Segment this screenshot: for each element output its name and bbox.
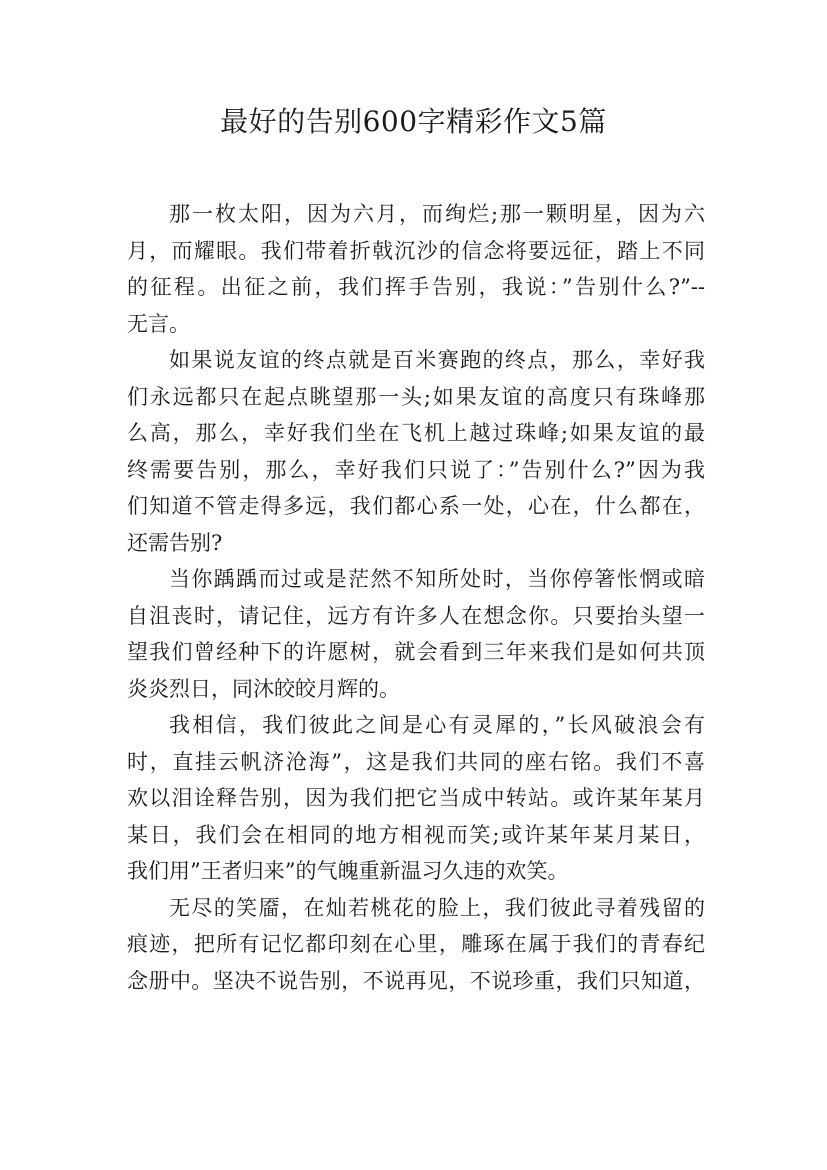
paragraph xyxy=(127,342,705,561)
paragraph-line: 如果说友谊的终点就是百米赛跑的终点，那么，幸好我 xyxy=(169,348,705,372)
paragraph-line: 月，而耀眼。我们带着折戟沉沙的信念将要远征，踏上不同 xyxy=(127,238,705,263)
paragraph-line: 那一枚太阳，因为六月，而绚烂;那一颗明星，因为六 xyxy=(169,202,705,226)
paragraph-line: 望我们曾经种下的许愿树，就会看到三年来我们是如何共顶 xyxy=(127,640,705,664)
paragraph-line: 时，直挂云帆济沧海”，这是我们共同的座右铭。我们不喜 xyxy=(127,749,705,774)
paragraph-line: 无言。 xyxy=(127,311,190,336)
paragraph xyxy=(127,707,705,890)
paragraph-line: 某日，我们会在相同的地方相视而笑;或许某年某月某日， xyxy=(127,822,705,847)
paragraph-line: 痕迹，把所有记忆都印刻在心里，雕琢在属于我们的青春纪 xyxy=(127,932,705,956)
paragraph-line: 欢以泪诠释告别，因为我们把它当成中转站。或许某年某月 xyxy=(127,786,705,810)
paragraph-line: 么高，那么，幸好我们坐在飞机上越过珠峰;如果友谊的最 xyxy=(127,421,705,445)
paragraph xyxy=(127,561,705,707)
paragraph-line: 念册中。坚决不说告别，不说再见，不说珍重，我们只知道， xyxy=(127,968,705,993)
paragraph-line: 我们用”王者归来”的气魄重新温习久违的欢笑。 xyxy=(127,859,569,883)
paragraph-line: 当你踽踽而过或是茫然不知所处时，当你停箸怅惘或暗 xyxy=(169,567,705,591)
document-title: 最好的告别600字精彩作文5篇 xyxy=(220,105,607,138)
paragraph-line: 们知道不管走得多远，我们都心系一处，心在，什么都在， xyxy=(127,494,705,518)
paragraph-line: 们永远都只在起点眺望那一头;如果友谊的高度只有珠峰那 xyxy=(127,384,705,409)
paragraph-line: 还需告别? xyxy=(127,530,223,555)
paragraph xyxy=(127,890,705,1000)
paragraph-line: 无尽的笑靥，在灿若桃花的脸上，我们彼此寻着残留的 xyxy=(169,895,705,920)
paragraph-line: 自沮丧时，请记住，远方有许多人在想念你。只要抬头望一 xyxy=(127,603,705,628)
document-body xyxy=(127,196,705,999)
paragraph-line: 我相信，我们彼此之间是心有灵犀的，”长风破浪会有 xyxy=(169,713,705,737)
paragraph-line: 炎炎烈日，同沐皎皎月辉的。 xyxy=(127,676,400,701)
paragraph-line: 终需要告别，那么，幸好我们只说了：”告别什么?”因为我 xyxy=(127,457,705,482)
paragraph xyxy=(127,196,705,342)
paragraph-line: 的征程。出征之前，我们挥手告别，我说：”告别什么?”-- xyxy=(127,275,705,299)
